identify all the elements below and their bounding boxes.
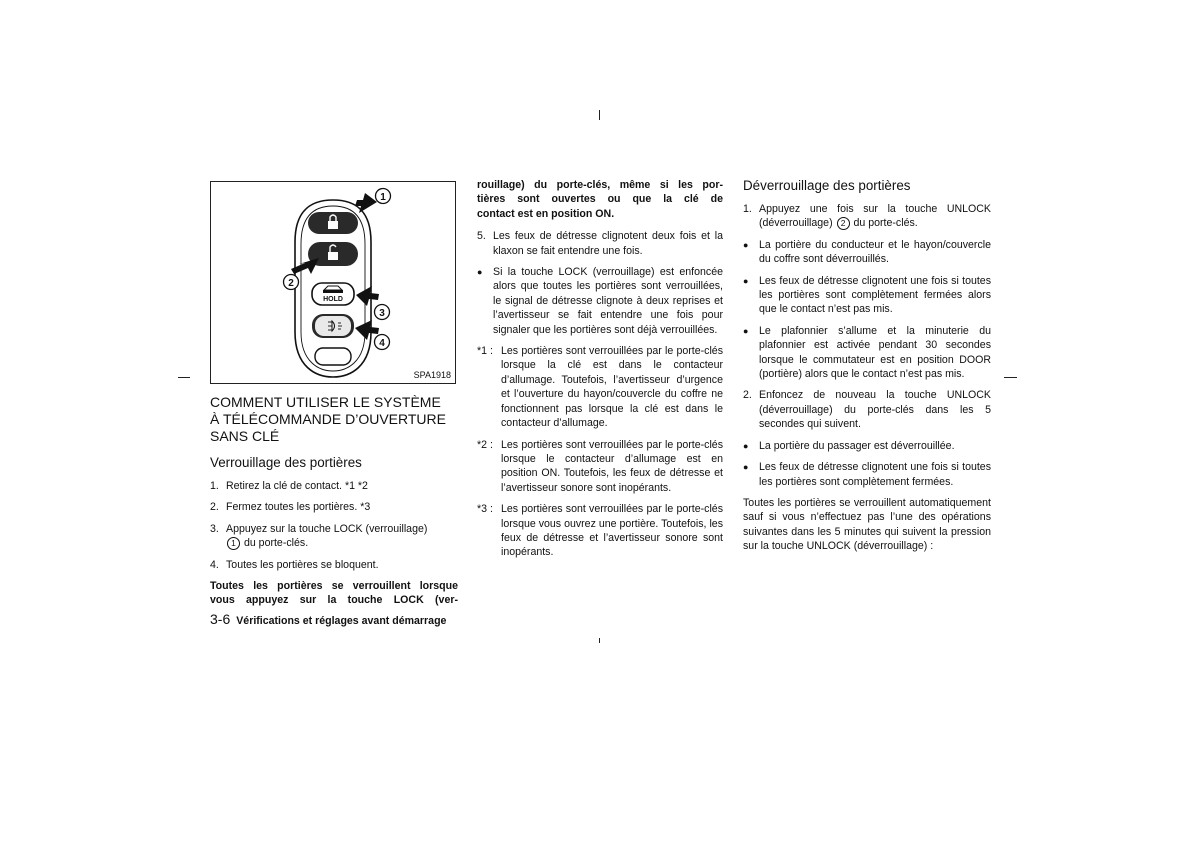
step-text: Les feux de détresse clignotent deux fois et la klaxon se fait entendre une fois. [493, 230, 723, 257]
right-column [743, 178, 991, 554]
step-text: Toutes les portières se bloquent. [226, 558, 379, 571]
crop-mark-top [599, 110, 600, 120]
svg-text:2: 2 [288, 278, 294, 289]
bullet-text: Les feux de détresse clignotent une fois si toutes les portières sont complètement fermées. [759, 461, 991, 488]
footnote-key: *1 : [477, 345, 493, 358]
step-text-post: du porte-clés. [853, 217, 918, 230]
bullet-text: La portière du conducteur et le hayon/couvercle du coffre sont déverrouillés. [759, 238, 991, 266]
bullet-text: Le plafonnier s’allume et la minuterie du plafonnier est activée pendant 30 secondes lorsque le commutateur est en position DOOR (portière) alors que le contact n’est pas mis. [759, 324, 991, 381]
svg-text:3: 3 [379, 308, 385, 319]
bold-line-3: contact est en position ON. [477, 207, 615, 220]
bold-note-continued [477, 178, 723, 221]
callout-ref: 1 [227, 537, 240, 550]
step-4 [210, 558, 458, 572]
step-number: 3. [210, 522, 219, 535]
footnote-2 [477, 438, 723, 496]
bullet-item [743, 439, 991, 453]
step-text: Retirez la clé de contact. *1 *2 [226, 480, 368, 492]
bullet-text: Les feux de détresse clignotent une fois si toutes les portières sont complètement fermées alors que le contact n’est pas mis. [759, 274, 991, 316]
bullet-dot: ● [743, 440, 749, 451]
bullet-dot: ● [743, 239, 749, 250]
callout-4 [375, 335, 390, 350]
bullet-item [743, 238, 991, 267]
svg-text:4: 4 [379, 338, 385, 349]
left-column [210, 394, 458, 608]
bullet-item [743, 324, 991, 382]
step-number: 2. [743, 389, 752, 402]
middle-column [477, 178, 723, 567]
bullet-dot: ● [743, 462, 749, 473]
bold-note-start [210, 579, 458, 608]
bullet-text: La portière du passager est déverrouillée. [759, 439, 955, 452]
step-number: 2. [210, 501, 219, 514]
page-number: 3-6 [210, 611, 231, 627]
figure-code: SPA1918 [413, 370, 451, 380]
auto-relock-paragraph: Toutes les portières se verrouillent automatiquement sauf si vous n’effectuez pas l’une des opérations suivantes dans les 5 minutes qui suivent la pression sur la touche UNLOCK (déverrouillage) : [743, 496, 991, 553]
bold-line-2: tières sont ouvertes ou que la clé de [477, 193, 723, 206]
bold-line-1: Toutes les portières se verrouillent lorsque [210, 580, 458, 593]
step-text-pre: Appuyez sur la touche LOCK (verrouillage) [226, 522, 428, 535]
bullet-item [743, 274, 991, 317]
footnote-1 [477, 344, 723, 430]
bullet-item [743, 460, 991, 489]
step-1 [210, 479, 458, 493]
callout-ref: 2 [837, 217, 850, 230]
callout-3 [375, 305, 390, 320]
step-text: Fermez toutes les portières. *3 [226, 501, 371, 514]
subheading-locking: Verrouillage des portières [210, 455, 362, 470]
footnote-3 [477, 502, 723, 560]
step-3 [210, 522, 458, 551]
step-text-pre: Appuyez une fois sur la touche UNLOCK (déverrouillage) [759, 203, 991, 230]
footnote-key: *3 : [477, 503, 493, 516]
key-fob-figure [210, 181, 456, 384]
section-heading [210, 394, 458, 445]
unlock-step-2 [743, 388, 991, 431]
heading-line-2: À TÉLÉCOMMANDE D’OUVERTURE [210, 411, 446, 427]
footnote-text: Les portières sont verrouillées par le porte-clés lorsque le contacteur d’allumage est en position ON. Toutefois, les feux de détresse et l’avertisseur sonore sont inopérants. [501, 438, 723, 494]
footnote-key: *2 : [477, 438, 493, 451]
crop-mark-bottom [599, 638, 600, 643]
key-fob-illustration [211, 182, 455, 383]
footnote-text: Les portières sont verrouillées par le porte-clés lorsque vous ouvrez une portière. Toutefois, les feux de détresse et l’avertisseur sonore sont inopérants. [501, 503, 723, 559]
step-number: 4. [210, 558, 219, 571]
bullet-dot: ● [477, 267, 483, 278]
bullet-item [477, 265, 723, 337]
crop-mark-right [1004, 377, 1017, 378]
heading-line-1: COMMENT UTILISER LE SYSTÈME [210, 394, 441, 410]
step-number: 1. [743, 203, 752, 215]
callout-2 [284, 275, 299, 290]
step-2 [210, 500, 458, 514]
step-text-post: du porte-clés. [243, 537, 309, 550]
chapter-title: Vérifications et réglages avant démarrage [236, 615, 447, 627]
crop-mark-left [178, 377, 190, 378]
subheading-unlocking: Déverrouillage des portières [743, 178, 911, 193]
unlock-step-1 [743, 202, 991, 231]
footnote-text: Les portières sont verrouillées par le porte-clés lorsque la clé est dans le contacteur d’allumage. Toutefois, l’avertisseur d’urgence et l’ouverture du hayon/couvercle du coffre ne fonctionnent pas lorsque la clé est dans le contacteur d’allumage. [501, 345, 723, 430]
step-number: 5. [477, 230, 486, 243]
callout-1 [376, 189, 391, 204]
bullet-text: Si la touche LOCK (verrouillage) est enfoncée alors que toutes les portières sont verrouillées, le signal de détresse clignote à deux reprises et l’avertisseur se fait entendre une fois pour signaler que les portières sont déjà verrouillées. [493, 266, 723, 336]
hold-label: HOLD [323, 296, 343, 303]
step-number: 1. [210, 480, 219, 492]
page-footer [210, 611, 446, 629]
bold-line-2: vous appuyez sur la touche LOCK (ver- [210, 594, 458, 607]
svg-text:1: 1 [380, 192, 386, 203]
bullet-dot: ● [743, 325, 749, 336]
step-5 [477, 229, 723, 258]
step-text: Enfoncez de nouveau la touche UNLOCK (déverrouillage) du porte-clés dans les 5 secondes qui suivent. [759, 389, 991, 431]
fob-bottom-slot [315, 348, 351, 365]
heading-line-3: SANS CLÉ [210, 428, 280, 444]
bold-line-1: rouillage) du porte-clés, même si les por- [477, 179, 723, 191]
bullet-dot: ● [743, 275, 749, 286]
